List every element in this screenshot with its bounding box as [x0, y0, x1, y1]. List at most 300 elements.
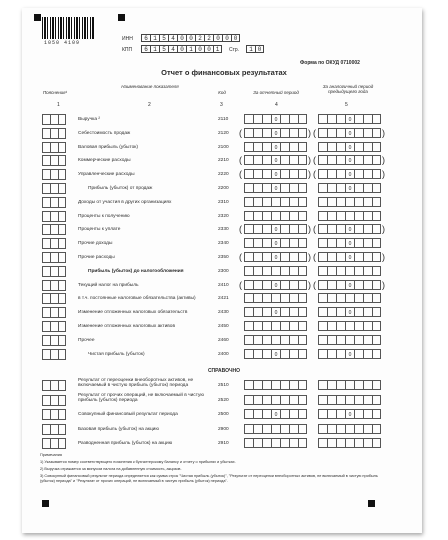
- value-box: [318, 395, 381, 405]
- value-box: [318, 142, 381, 152]
- open-paren: (: [239, 155, 242, 166]
- value-cell: [318, 409, 327, 419]
- close-paren: ): [382, 252, 385, 262]
- value-cell: [372, 335, 381, 345]
- line-code: 2110: [218, 117, 229, 122]
- value-cell: [363, 307, 372, 317]
- value-cell: [289, 169, 298, 179]
- value-cell: [244, 424, 253, 434]
- digit-cell: 2: [204, 34, 213, 42]
- value-cell: [327, 238, 336, 248]
- indicator-name: Проценты к уплате: [78, 227, 121, 233]
- value-cell: [298, 266, 307, 276]
- value-cell: [354, 266, 363, 276]
- value-cell: [289, 395, 298, 405]
- value-cell: [318, 266, 327, 276]
- table-row: [0, 211, 448, 224]
- value-cell: [363, 280, 372, 290]
- value-cell: 0: [345, 183, 354, 193]
- value-cell: 0: [271, 238, 280, 248]
- explanation-cells: [42, 307, 66, 318]
- value-cell: [271, 335, 280, 345]
- digit-cell: 0: [177, 34, 186, 42]
- value-cell: 0: [345, 142, 354, 152]
- value-cell: [298, 293, 307, 303]
- value-cell: [244, 142, 253, 152]
- value-cell: [345, 211, 354, 221]
- table-row: [0, 424, 448, 437]
- value-cell: [354, 280, 363, 290]
- value-cell: [354, 128, 363, 138]
- value-cell: [280, 169, 289, 179]
- value-box: [244, 438, 307, 448]
- value-cell: [327, 409, 336, 419]
- value-cell: [271, 293, 280, 303]
- value-cell: [298, 380, 307, 390]
- value-cell: [271, 438, 280, 448]
- value-cell: [280, 224, 289, 234]
- value-cell: [363, 211, 372, 221]
- value-cell: [336, 114, 345, 124]
- value-cell: 0: [271, 114, 280, 124]
- value-cell: [280, 142, 289, 152]
- digit-cell: 1: [246, 45, 255, 53]
- value-cell: [280, 114, 289, 124]
- value-cell: [262, 321, 271, 331]
- value-cell: [298, 349, 307, 359]
- value-cell: [336, 395, 345, 405]
- explanation-cells: [42, 335, 66, 346]
- value-cell: [262, 438, 271, 448]
- value-cell: [363, 155, 372, 165]
- value-cell: [354, 142, 363, 152]
- value-cell: [280, 155, 289, 165]
- value-cell: [318, 335, 327, 345]
- value-cell: [363, 438, 372, 448]
- digit-cell: 4: [168, 45, 177, 53]
- table-row: [0, 142, 448, 155]
- value-cell: [363, 321, 372, 331]
- value-cell: [354, 349, 363, 359]
- value-cell: [336, 409, 345, 419]
- close-paren: ): [382, 279, 385, 290]
- value-cell: [244, 197, 253, 207]
- value-cell: [372, 380, 381, 390]
- value-box: [244, 321, 307, 331]
- value-cell: [327, 380, 336, 390]
- value-cell: [372, 197, 381, 207]
- value-cell: [327, 224, 336, 234]
- indicator-name: Изменение отложенных налоговых обязательств: [78, 310, 188, 316]
- indicator-name: Валовая прибыль (убыток): [78, 144, 139, 150]
- value-cell: [289, 128, 298, 138]
- header-previous-period: За аналогичный период предыдущего года: [322, 84, 374, 94]
- value-cell: [318, 183, 327, 193]
- table-row: [0, 280, 448, 293]
- value-cell: [280, 380, 289, 390]
- open-paren: (: [313, 224, 316, 235]
- value-cell: [298, 224, 307, 234]
- value-cell: [244, 211, 253, 221]
- value-cell: [345, 424, 354, 434]
- indicator-name: Совокупный финансовый результат периода: [78, 412, 178, 417]
- explanation-cells: [42, 409, 66, 420]
- value-cell: [244, 224, 253, 234]
- value-cell: [262, 395, 271, 405]
- value-cell: [372, 211, 381, 221]
- value-cell: [271, 424, 280, 434]
- value-cell: [244, 252, 253, 262]
- value-cell: [363, 114, 372, 124]
- header-indicator: Наименование показателя: [121, 84, 179, 89]
- digit-cell: 1: [150, 34, 159, 42]
- value-cell: [280, 280, 289, 290]
- value-cell: [318, 293, 327, 303]
- line-code: 2450: [218, 324, 229, 329]
- value-cell: [289, 293, 298, 303]
- notes-head: Примечания: [40, 453, 62, 457]
- value-cell: [327, 280, 336, 290]
- indicator-name: Проценты к получению: [78, 213, 130, 219]
- value-cell: 0: [271, 307, 280, 317]
- value-cell: [298, 409, 307, 419]
- open-paren: (: [239, 169, 242, 180]
- header-explanations: Пояснения¹: [42, 90, 68, 95]
- digit-cell: 4: [168, 34, 177, 42]
- value-cell: [280, 349, 289, 359]
- column-number: 5: [345, 102, 348, 108]
- value-cell: [262, 349, 271, 359]
- explanation-cells: [42, 424, 66, 435]
- corner-marker: [42, 500, 49, 507]
- explanation-cells: [42, 266, 66, 277]
- value-cell: [363, 395, 372, 405]
- value-cell: [363, 293, 372, 303]
- value-cell: 0: [345, 307, 354, 317]
- value-cell: [298, 438, 307, 448]
- explanation-cells: [42, 197, 66, 208]
- table-row: [0, 438, 448, 451]
- line-code: 2900: [218, 426, 229, 432]
- value-box: [318, 128, 381, 138]
- header-code: Код: [218, 90, 226, 95]
- value-cell: [262, 238, 271, 248]
- value-cell: [354, 252, 363, 262]
- value-cell: [253, 252, 262, 262]
- value-cell: [289, 424, 298, 434]
- value-cell: [289, 155, 298, 165]
- explanation-cells: [42, 293, 66, 304]
- open-paren: (: [239, 224, 242, 235]
- value-cell: [372, 169, 381, 179]
- explanation-cells: [42, 349, 66, 360]
- open-paren: (: [239, 252, 242, 262]
- value-cell: [318, 155, 327, 165]
- value-cell: [372, 183, 381, 193]
- value-cell: [262, 183, 271, 193]
- value-cell: 0: [271, 252, 280, 262]
- value-cell: [336, 280, 345, 290]
- value-cell: [327, 197, 336, 207]
- line-code: 2210: [218, 158, 229, 164]
- value-cell: [271, 321, 280, 331]
- digit-cell: 0: [231, 34, 240, 42]
- value-cell: [318, 224, 327, 234]
- value-cell: [372, 280, 381, 290]
- note-3: 3) Совокупный финансовый результат периода определяется как сумма строк "Чистая прибыль (убыток)", "Результат от переоценки внеоборотных активов, не включаемый в чистую прибыль (убыток) периода" и "Результат от прочих операций, не включаемый в чистую прибыль (убыток) периода".: [40, 474, 378, 483]
- value-cell: [327, 438, 336, 448]
- value-cell: [253, 293, 262, 303]
- value-cell: [327, 424, 336, 434]
- value-cell: [253, 224, 262, 234]
- table-row: [0, 380, 448, 393]
- digit-cell: 0: [177, 45, 186, 53]
- digit-cell: 6: [141, 34, 150, 42]
- value-cell: [336, 266, 345, 276]
- close-paren: ): [308, 169, 311, 180]
- value-cell: [244, 266, 253, 276]
- value-cell: [262, 142, 271, 152]
- value-cell: 0: [271, 349, 280, 359]
- value-cell: [298, 238, 307, 248]
- table-row: [0, 183, 448, 196]
- value-box: [318, 424, 381, 434]
- inn-cells: [141, 34, 240, 42]
- value-cell: 0: [271, 224, 280, 234]
- note-2: 2) Выручка отражается за минусом налога на добавленную стоимость, акцизов.: [40, 467, 182, 471]
- value-cell: [327, 183, 336, 193]
- indicator-name: Текущий налог на прибыль: [78, 282, 139, 288]
- value-cell: [318, 307, 327, 317]
- indicator-name: Базовая прибыль (убыток) на акцию: [78, 426, 159, 432]
- value-box: [244, 395, 307, 405]
- close-paren: ): [382, 224, 385, 235]
- value-box: [244, 409, 307, 419]
- value-cell: [262, 224, 271, 234]
- value-cell: [327, 114, 336, 124]
- line-code: 2330: [218, 227, 229, 233]
- table-row: [0, 293, 448, 306]
- value-cell: [298, 128, 307, 138]
- value-cell: [372, 424, 381, 434]
- line-code: 2910: [218, 441, 229, 446]
- value-cell: [244, 409, 253, 419]
- value-cell: [262, 155, 271, 165]
- table-row: [0, 155, 448, 168]
- value-cell: [289, 335, 298, 345]
- line-code: 2410: [218, 282, 229, 288]
- line-code: 2421: [218, 296, 229, 302]
- value-cell: [372, 224, 381, 234]
- column-number: 4: [275, 102, 278, 108]
- value-cell: [327, 128, 336, 138]
- value-cell: [354, 424, 363, 434]
- indicator-name: Разводненная прибыль (убыток) на акцию: [78, 441, 173, 446]
- value-cell: [280, 211, 289, 221]
- value-cell: [363, 128, 372, 138]
- value-cell: [336, 142, 345, 152]
- value-cell: [289, 321, 298, 331]
- value-cell: [280, 424, 289, 434]
- value-box: [244, 238, 307, 248]
- value-cell: [336, 438, 345, 448]
- indicator-name: Коммерческие расходы: [78, 158, 131, 164]
- value-cell: [372, 438, 381, 448]
- value-cell: [327, 335, 336, 345]
- value-cell: [327, 266, 336, 276]
- value-box: [244, 280, 307, 290]
- value-cell: [289, 183, 298, 193]
- indicator-name: Результат от переоценки внеоборотных активов, не включаемый в чистую прибыль (убыток) периода: [78, 378, 194, 388]
- open-paren: (: [239, 127, 242, 138]
- digit-cell: 6: [141, 45, 150, 53]
- value-cell: [354, 224, 363, 234]
- value-cell: [363, 335, 372, 345]
- value-cell: [244, 155, 253, 165]
- value-box: [244, 293, 307, 303]
- value-cell: [244, 114, 253, 124]
- value-cell: [262, 128, 271, 138]
- line-code: 2400: [218, 351, 229, 357]
- value-cell: [318, 380, 327, 390]
- value-cell: [336, 380, 345, 390]
- value-cell: [271, 197, 280, 207]
- line-code: 2510: [218, 383, 229, 388]
- value-cell: [262, 211, 271, 221]
- open-paren: (: [313, 279, 316, 290]
- value-cell: [318, 424, 327, 434]
- value-cell: [253, 409, 262, 419]
- value-cell: 0: [345, 155, 354, 165]
- value-cell: [372, 238, 381, 248]
- explanation-cells: [42, 280, 66, 291]
- barcode: [42, 17, 94, 39]
- value-cell: [253, 155, 262, 165]
- value-box: [244, 114, 307, 124]
- note-1: 1) Указывается номер соответствующего пояснения к бухгалтерскому балансу и отчету о прибылях и убытках.: [40, 460, 236, 464]
- value-box: [318, 197, 381, 207]
- value-box: [244, 169, 307, 179]
- value-cell: [327, 293, 336, 303]
- value-cell: [298, 252, 307, 262]
- value-cell: [318, 128, 327, 138]
- indicator-name: Изменение отложенных налоговых активов: [78, 324, 176, 329]
- value-cell: [280, 266, 289, 276]
- value-cell: [289, 409, 298, 419]
- value-cell: [354, 211, 363, 221]
- table-row: [0, 197, 448, 210]
- value-cell: [327, 321, 336, 331]
- value-cell: 0: [345, 409, 354, 419]
- value-cell: [244, 128, 253, 138]
- value-cell: [372, 142, 381, 152]
- digit-cell: 1: [186, 45, 195, 53]
- close-paren: ): [382, 155, 385, 166]
- value-cell: 0: [271, 280, 280, 290]
- value-cell: [327, 155, 336, 165]
- value-cell: [271, 211, 280, 221]
- value-cell: [336, 183, 345, 193]
- value-cell: [298, 424, 307, 434]
- value-cell: [354, 380, 363, 390]
- value-cell: [372, 395, 381, 405]
- close-paren: ): [308, 224, 311, 235]
- section-title: СПРАВОЧНО: [207, 368, 241, 374]
- explanation-cells: [42, 380, 66, 391]
- value-cell: [271, 395, 280, 405]
- digit-cell: 0: [222, 34, 231, 42]
- value-cell: [318, 142, 327, 152]
- value-cell: [336, 349, 345, 359]
- form-code: Форма по ОКУД 0710002: [300, 60, 360, 66]
- value-box: [318, 349, 381, 359]
- value-cell: [298, 280, 307, 290]
- value-cell: [372, 266, 381, 276]
- value-cell: [318, 438, 327, 448]
- value-cell: [289, 252, 298, 262]
- value-cell: [262, 380, 271, 390]
- value-box: [244, 307, 307, 317]
- kpp-cells: [141, 45, 222, 53]
- value-cell: [354, 197, 363, 207]
- value-cell: [253, 349, 262, 359]
- value-cell: [289, 142, 298, 152]
- indicator-name: Прибыль (убыток) от продаж: [88, 186, 153, 191]
- line-code: 2120: [218, 130, 229, 136]
- value-cell: [280, 321, 289, 331]
- table-row: [0, 392, 448, 408]
- close-paren: ): [308, 127, 311, 138]
- value-box: [318, 335, 381, 345]
- value-box: [318, 183, 381, 193]
- value-cell: [363, 424, 372, 434]
- value-cell: [253, 266, 262, 276]
- value-cell: [336, 252, 345, 262]
- value-cell: [289, 349, 298, 359]
- indicator-name: Чистая прибыль (убыток): [88, 351, 145, 357]
- barcode-number: 1050 4109: [44, 40, 81, 46]
- table-row: [0, 114, 448, 127]
- value-cell: 0: [345, 128, 354, 138]
- line-code: 2430: [218, 310, 229, 316]
- value-box: [244, 142, 307, 152]
- value-cell: [327, 349, 336, 359]
- table-row: [0, 266, 448, 279]
- explanation-cells: [42, 238, 66, 249]
- value-cell: [253, 280, 262, 290]
- value-box: [244, 224, 307, 234]
- value-cell: [345, 380, 354, 390]
- value-cell: [280, 335, 289, 345]
- value-cell: [262, 280, 271, 290]
- value-box: [318, 321, 381, 331]
- line-code: 2460: [218, 337, 229, 343]
- line-code: 2310: [218, 199, 229, 205]
- value-cell: [372, 349, 381, 359]
- value-cell: [318, 321, 327, 331]
- value-cell: [354, 307, 363, 317]
- explanation-cells: [42, 252, 66, 263]
- value-box: [244, 380, 307, 390]
- value-box: [244, 335, 307, 345]
- value-cell: [280, 252, 289, 262]
- value-cell: 0: [271, 169, 280, 179]
- value-cell: [280, 409, 289, 419]
- value-cell: [244, 335, 253, 345]
- value-cell: [262, 409, 271, 419]
- value-cell: [336, 224, 345, 234]
- value-cell: [354, 321, 363, 331]
